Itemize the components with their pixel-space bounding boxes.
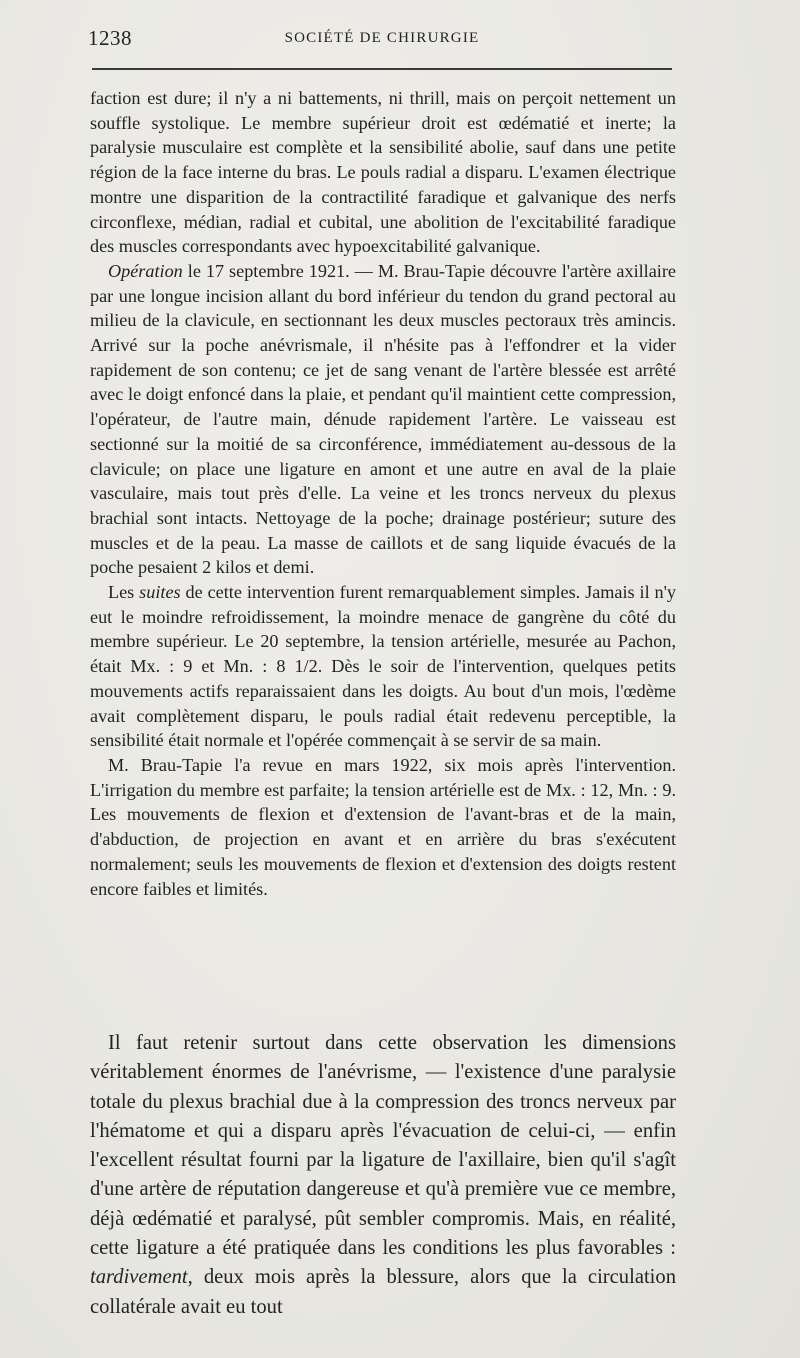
followup-paragraph: M. Brau-Tapie l'a revue en mars 1922, six mois après l'intervention. L'irrigation du membre est parfaite; la tension artérielle est de Mx. : 12, Mn. : 9. Les mouvements de flexion et d'extension de l'avant-bras et de la main, d'abduction, de projection en avant et en arrière du bras s'exécutent normalement; seuls les mouvements de flexion et d'extension des doigts restent encore faibles et limités. xyxy=(90,754,676,899)
operation-paragraph xyxy=(90,259,676,580)
suites-label: suites xyxy=(139,582,181,603)
commentary-text xyxy=(90,1029,676,1322)
operation-label: Opération xyxy=(108,260,183,281)
commentary-italic: tardivement xyxy=(90,1266,188,1289)
page-header xyxy=(88,22,676,56)
page-number: 1238 xyxy=(88,26,132,50)
observation-text xyxy=(90,86,676,901)
suites-paragraph xyxy=(90,580,676,753)
suites-prefix: Les xyxy=(108,582,140,603)
suites-text: de cette intervention furent remarquablement simples. Jamais il n'y eut le moindre refroidissement, la moindre menace de gangrène du côté du membre supérieur. Le 20 septembre, la tension artérielle, mesurée au Pachon, était Mx. : 9 et Mn. : 8 1/2. Dès le soir de l'intervention, quelques petits mouvements actifs reparaissaient dans les doigts. Au bout d'un mois, l'œdème avait complètement disparu, le pouls radial était redevenu perceptible, la sensibilité était normale et l'opérée commençait à se servir de sa main. xyxy=(90,582,676,751)
commentary-paragraph xyxy=(90,1029,676,1322)
commentary-text-after: , deux mois après la blessure, alors que la circulation collatérale avait eu tout xyxy=(90,1266,676,1318)
operation-text: le 17 septembre 1921. — M. Brau-Tapie découvre l'artère axillaire par une longue incision allant du bord inférieur du tendon du grand pectoral au milieu de la clavicule, en sectionnant les deux muscles pectoraux très amincis. Arrivé sur la poche anévrismale, il n'hésite pas à l'effondrer et la vider rapidement de son contenu; ce jet de sang venant de l'artère blessée est arrêté avec le doigt enfoncé dans la plaie, et pendant qu'il maintient cette compression, l'opérateur, de l'autre main, dénude rapidement l'artère. Le vaisseau est sectionné sur la moitié de sa circonférence, immédiatement au-dessous de la clavicule; on place une ligature en amont et une autre en aval de la plaie vasculaire, mais tout près d'elle. La veine et les troncs nerveux du plexus brachial sont intacts. Nettoyage de la poche; drainage postérieur; suture des muscles et de la peau. La masse de caillots et de sang liquide évacués de la poche pesaient 2 kilos et demi. xyxy=(90,260,676,578)
header-rule xyxy=(92,68,672,70)
observation-paragraph: faction est dure; il n'y a ni battements, ni thrill, mais on perçoit nettement un souffle systolique. Le membre supérieur droit est œdématié et inerte; la paralysie musculaire est complète et la sensibilité abolie, sauf dans une petite région de la face interne du bras. Le pouls radial a disparu. L'examen électrique montre une disparition de la contractilité faradique et galvanique des nerfs circonflexe, médian, radial et cubital, une abolition de l'excitabilité faradique des muscles correspondants avec hypoexcitabilité galvanique. xyxy=(90,88,676,257)
commentary-text-before: Il faut retenir surtout dans cette observation les dimensions véritablement énormes de l'anévrisme, — l'existence d'une paralysie totale du plexus brachial due à la compression des troncs nerveux par l'hématome et qui a disparu après l'évacuation de celui-ci, — enfin l'excellent résultat fourni par la ligature de l'axillaire, bien qu'il s'agît d'une artère de réputation dangereuse et qu'à première vue ce membre, déjà œdématié et paralysé, pût sembler compromis. Mais, en réalité, cette ligature a été pratiquée dans les conditions les plus favorables : xyxy=(90,1032,676,1260)
running-head: SOCIÉTÉ DE CHIRURGIE xyxy=(284,30,480,46)
